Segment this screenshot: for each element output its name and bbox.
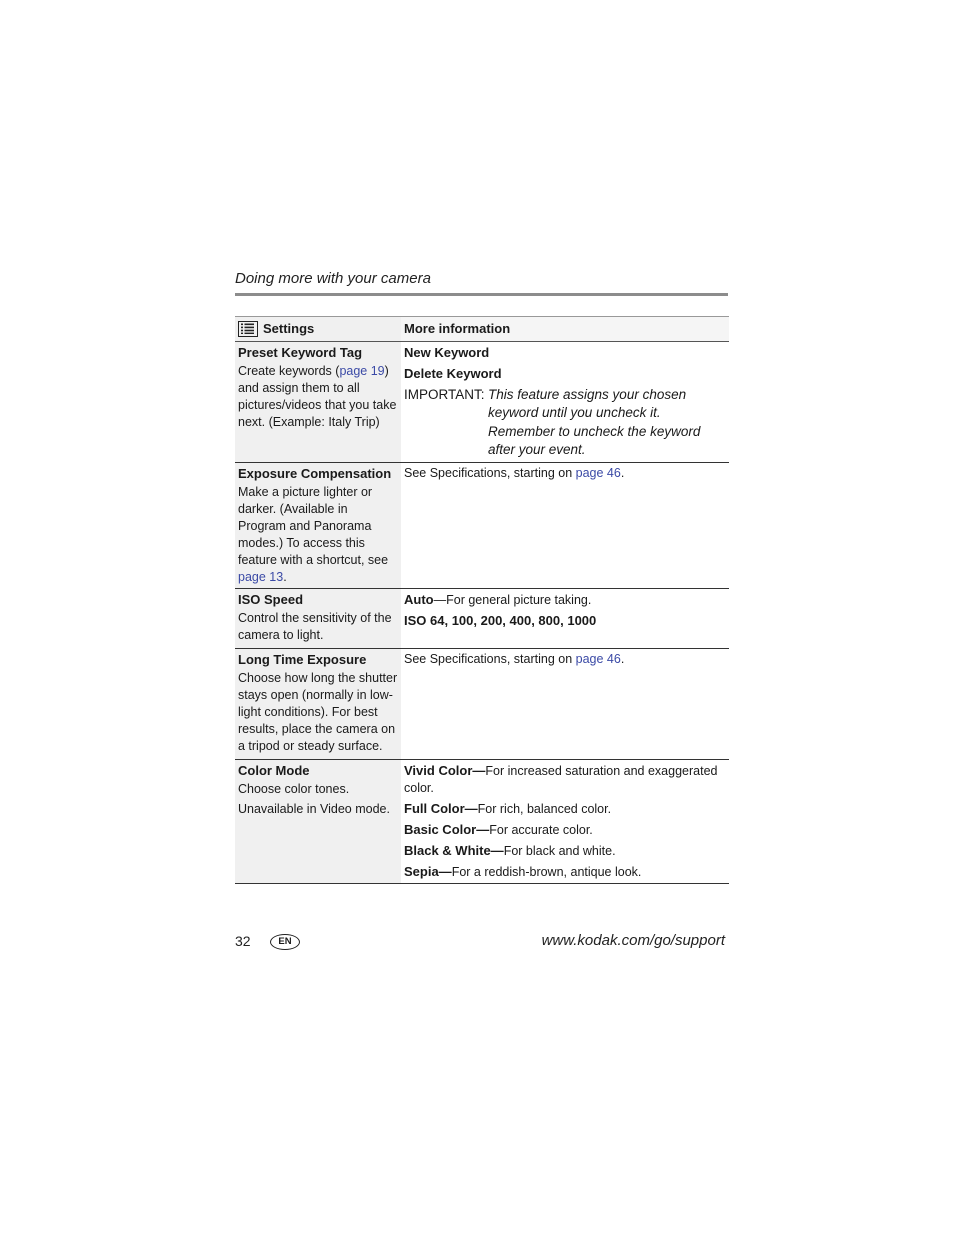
page-header-title: Doing more with your camera (235, 270, 431, 287)
info-text: See Specifications, starting on page 46. (404, 651, 625, 666)
setting-cell (235, 648, 401, 759)
settings-header-label: Settings (263, 321, 315, 336)
option-black-white: Black & White—For black and white. (404, 842, 616, 858)
info-cell (401, 588, 729, 648)
setting-description: Create keywords (page 19) and assign them to all pictures/videos that you take next. (Example: Italy Trip) (238, 363, 397, 429)
settings-column-header (235, 317, 401, 342)
support-url[interactable]: www.kodak.com/go/support (541, 932, 725, 949)
setting-cell (235, 462, 401, 588)
setting-title: Long Time Exposure (238, 651, 367, 667)
table-row (235, 462, 729, 588)
table-header-row (235, 317, 729, 342)
list-icon (238, 321, 258, 337)
page-link[interactable]: page 46 (575, 651, 621, 666)
setting-cell (235, 588, 401, 648)
setting-title: Color Mode (238, 762, 310, 778)
option-new-keyword: New Keyword (404, 344, 490, 360)
setting-description: Make a picture lighter or darker. (Available in Program and Panorama modes.) To access this feature with a shortcut, see page 13. (238, 484, 389, 584)
setting-title: Preset Keyword Tag (238, 344, 363, 360)
more-information-column-header: More information (401, 317, 729, 342)
setting-description: Control the sensitivity of the camera to light. (238, 610, 392, 642)
page-number: 32 (235, 933, 251, 949)
table-row (235, 341, 729, 462)
info-text: See Specifications, starting on page 46. (404, 465, 625, 480)
settings-table (235, 316, 729, 884)
option-iso-values: ISO 64, 100, 200, 400, 800, 1000 (404, 612, 597, 628)
setting-title: ISO Speed (238, 591, 304, 607)
info-cell (401, 462, 729, 588)
language-badge: EN (270, 934, 300, 950)
setting-description: Unavailable in Video mode. (238, 801, 390, 816)
setting-description: Choose how long the shutter stays open (normally in low-light conditions). For best results, place the camera on a tripod or steady surface. (238, 670, 398, 753)
important-label: IMPORTANT: (404, 386, 485, 402)
option-vivid-color: Vivid Color—For increased saturation and exaggerated color. (404, 762, 718, 795)
info-cell (401, 759, 729, 883)
option-auto: Auto—For general picture taking. (404, 591, 592, 607)
setting-cell (235, 759, 401, 883)
important-note (404, 386, 726, 460)
setting-cell (235, 341, 401, 462)
setting-title: Exposure Compensation (238, 465, 392, 481)
option-basic-color: Basic Color—For accurate color. (404, 821, 593, 837)
page-link[interactable]: page 46 (575, 465, 621, 480)
header-divider (235, 293, 728, 296)
info-cell (401, 341, 729, 462)
page-link[interactable]: page 13 (238, 569, 284, 584)
table-row (235, 759, 729, 883)
option-delete-keyword: Delete Keyword (404, 365, 502, 381)
important-text: This feature assigns your chosen keyword until you uncheck it. Remember to uncheck the keyword after your event. (488, 386, 701, 458)
table-row (235, 648, 729, 759)
option-sepia: Sepia—For a reddish-brown, antique look. (404, 863, 642, 879)
page-link[interactable]: page 19 (339, 363, 385, 378)
table-row (235, 588, 729, 648)
option-full-color: Full Color—For rich, balanced color. (404, 800, 612, 816)
info-cell (401, 648, 729, 759)
setting-description: Choose color tones. (238, 781, 350, 796)
